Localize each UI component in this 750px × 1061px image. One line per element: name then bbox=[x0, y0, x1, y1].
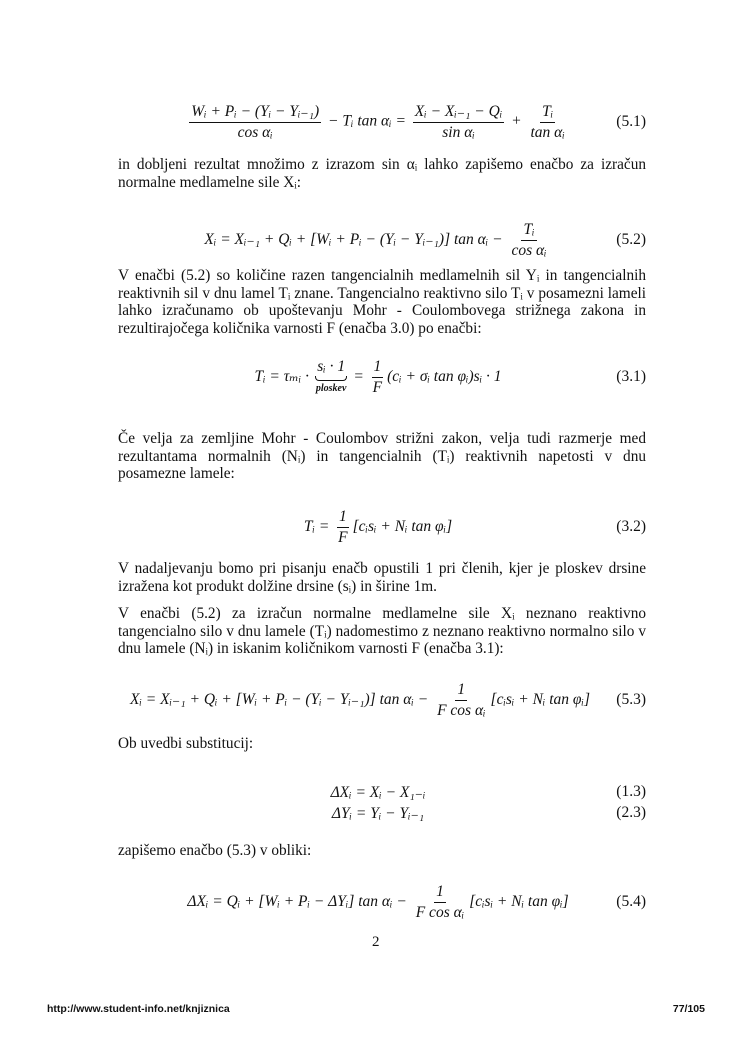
equation-term: (cᵢ + σᵢ tan φᵢ)sᵢ · 1 bbox=[387, 367, 502, 385]
paragraph: Ob uvedbi substitucij: bbox=[118, 735, 254, 752]
equation-term: − Tᵢ tan αᵢ = bbox=[324, 112, 410, 130]
equation-term: [cᵢsᵢ + Nᵢ tan φᵢ] bbox=[469, 892, 569, 910]
underbrace-mark bbox=[315, 376, 348, 381]
equation-3-2 bbox=[110, 505, 646, 549]
denominator: cos αᵢ bbox=[237, 124, 273, 141]
denominator: F cos αᵢ bbox=[437, 701, 486, 719]
denominator: F bbox=[372, 378, 383, 396]
equation-number: (5.3) bbox=[616, 691, 646, 708]
equation-number: (1.3) bbox=[616, 783, 646, 800]
equation-body bbox=[204, 221, 551, 260]
equation-term: Tᵢ = bbox=[303, 517, 334, 535]
numerator: Tᵢ bbox=[521, 221, 536, 241]
numerator: Tᵢ bbox=[540, 103, 555, 123]
equation-number: (5.2) bbox=[616, 231, 646, 248]
equation-5-3 bbox=[130, 678, 646, 722]
paragraph: zapišemo enačbo (5.3) v obliki: bbox=[118, 842, 312, 859]
equation-body bbox=[332, 804, 424, 823]
fraction bbox=[529, 103, 567, 142]
equation-term: Xᵢ = Xᵢ₋₁ + Qᵢ + [Wᵢ + Pᵢ − (Yᵢ − Yᵢ₋₁)] tan αᵢ − bbox=[204, 230, 507, 248]
equation-5-2 bbox=[110, 218, 646, 262]
equation-body bbox=[331, 783, 426, 802]
footer-page-count: 77/105 bbox=[672, 1003, 705, 1015]
equation-5-1 bbox=[110, 100, 646, 144]
numerator: 1 bbox=[337, 508, 349, 528]
equation-term: ΔYᵢ = Yᵢ − Yᵢ₋₁ bbox=[331, 804, 425, 822]
numerator: 1 bbox=[455, 681, 467, 701]
equation-3-1 bbox=[110, 352, 646, 402]
equation-body bbox=[304, 508, 452, 547]
equation-body bbox=[130, 681, 590, 720]
equation-term: Xᵢ = Xᵢ₋₁ + Qᵢ + [Wᵢ + Pᵢ − (Yᵢ − Yᵢ₋₁)] tan αᵢ − bbox=[130, 690, 433, 708]
denominator: F bbox=[338, 528, 348, 546]
fraction bbox=[435, 681, 487, 720]
paragraph: V nadaljevanju bomo pri pisanju enačb opustili 1 pri členih, kjer je ploskev drsine izražena kot produkt dolžine drsine (sᵢ) in širine 1m. bbox=[118, 560, 646, 595]
numerator: Wᵢ + Pᵢ − (Yᵢ − Yᵢ₋₁) bbox=[189, 102, 321, 123]
equation-number: (2.3) bbox=[616, 804, 646, 821]
equation-term: ΔXᵢ = Qᵢ + [Wᵢ + Pᵢ − ΔYᵢ] tan αᵢ − bbox=[187, 892, 411, 910]
equation-term: [cᵢsᵢ + Nᵢ tan φᵢ] bbox=[352, 517, 453, 535]
numerator: 1 bbox=[434, 883, 446, 903]
footer-url[interactable]: http://www.student-info.net/knjiznica bbox=[47, 1003, 230, 1015]
equation-body bbox=[187, 883, 568, 922]
fraction bbox=[509, 221, 548, 260]
underbrace-label: ploskev bbox=[315, 382, 347, 394]
paragraph: V enačbi (5.2) so količine razen tangencialnih medlamelnih sil Yᵢ in tangencialnih reaktivnih sil v dnu lamel Tᵢ znane. Tangencialno reaktivno silo Tᵢ v posamezni lameli lahko izračunamo ob upoštevanju Mohr - Coulombovega strižnega zakona in rezultirajočega količnika varnosti F (enačba 3.0) po enačbi: bbox=[118, 267, 646, 337]
equation-2-3 bbox=[110, 803, 646, 823]
denominator: sin αᵢ bbox=[442, 124, 475, 141]
equation-term: + bbox=[507, 112, 526, 130]
equation-term: ΔXᵢ = Xᵢ − X₁₋ᵢ bbox=[330, 783, 426, 801]
numerator: Xᵢ − Xᵢ₋₁ − Qᵢ bbox=[413, 102, 504, 123]
equation-body bbox=[254, 358, 501, 397]
page-number: 2 bbox=[372, 934, 380, 950]
equation-number: (5.1) bbox=[616, 113, 646, 130]
fraction bbox=[336, 508, 349, 547]
paragraph: V enačbi (5.2) za izračun normalne medlamelne sile Xᵢ neznano reaktivno tangencialno silo v dnu lamele (Tᵢ) nadomestimo z neznano reaktivno normalno silo v dnu lamele (Nᵢ) in iskanim količnikom varnosti F (enačba 3.1): bbox=[118, 605, 646, 657]
denominator: cos αᵢ bbox=[511, 241, 547, 259]
equation-term: [cᵢsᵢ + Nᵢ tan φᵢ] bbox=[490, 690, 590, 708]
equation-body bbox=[186, 102, 570, 142]
equation-term: = bbox=[349, 367, 368, 385]
fraction bbox=[414, 883, 466, 922]
fraction bbox=[413, 102, 504, 142]
denominator: F cos αᵢ bbox=[415, 903, 465, 921]
underbrace bbox=[316, 358, 347, 394]
equation-number: (3.2) bbox=[616, 518, 646, 535]
equation-number: (5.4) bbox=[616, 893, 646, 910]
equation-number: (3.1) bbox=[616, 368, 646, 385]
equation-term: Tᵢ = τₘᵢ · bbox=[254, 367, 313, 385]
fraction bbox=[371, 358, 384, 397]
equation-5-4 bbox=[110, 880, 646, 924]
paragraph: in dobljeni rezultat množimo z izrazom sin αᵢ lahko zapišemo enačbo za izračun normalne medlamelne sile Xᵢ: bbox=[118, 156, 646, 191]
fraction bbox=[189, 102, 321, 142]
denominator: tan αᵢ bbox=[530, 123, 565, 141]
equation-1-3 bbox=[110, 782, 646, 802]
paragraph: Če velja za zemljine Mohr - Coulombov strižni zakon, velja tudi razmerje med rezultantama normalnih (Nᵢ) in tangencialnih (Tᵢ) reaktivnih napetosti v dnu posamezne lamele: bbox=[118, 430, 646, 482]
underbrace-term: sᵢ · 1 bbox=[317, 357, 346, 375]
numerator: 1 bbox=[372, 358, 384, 378]
